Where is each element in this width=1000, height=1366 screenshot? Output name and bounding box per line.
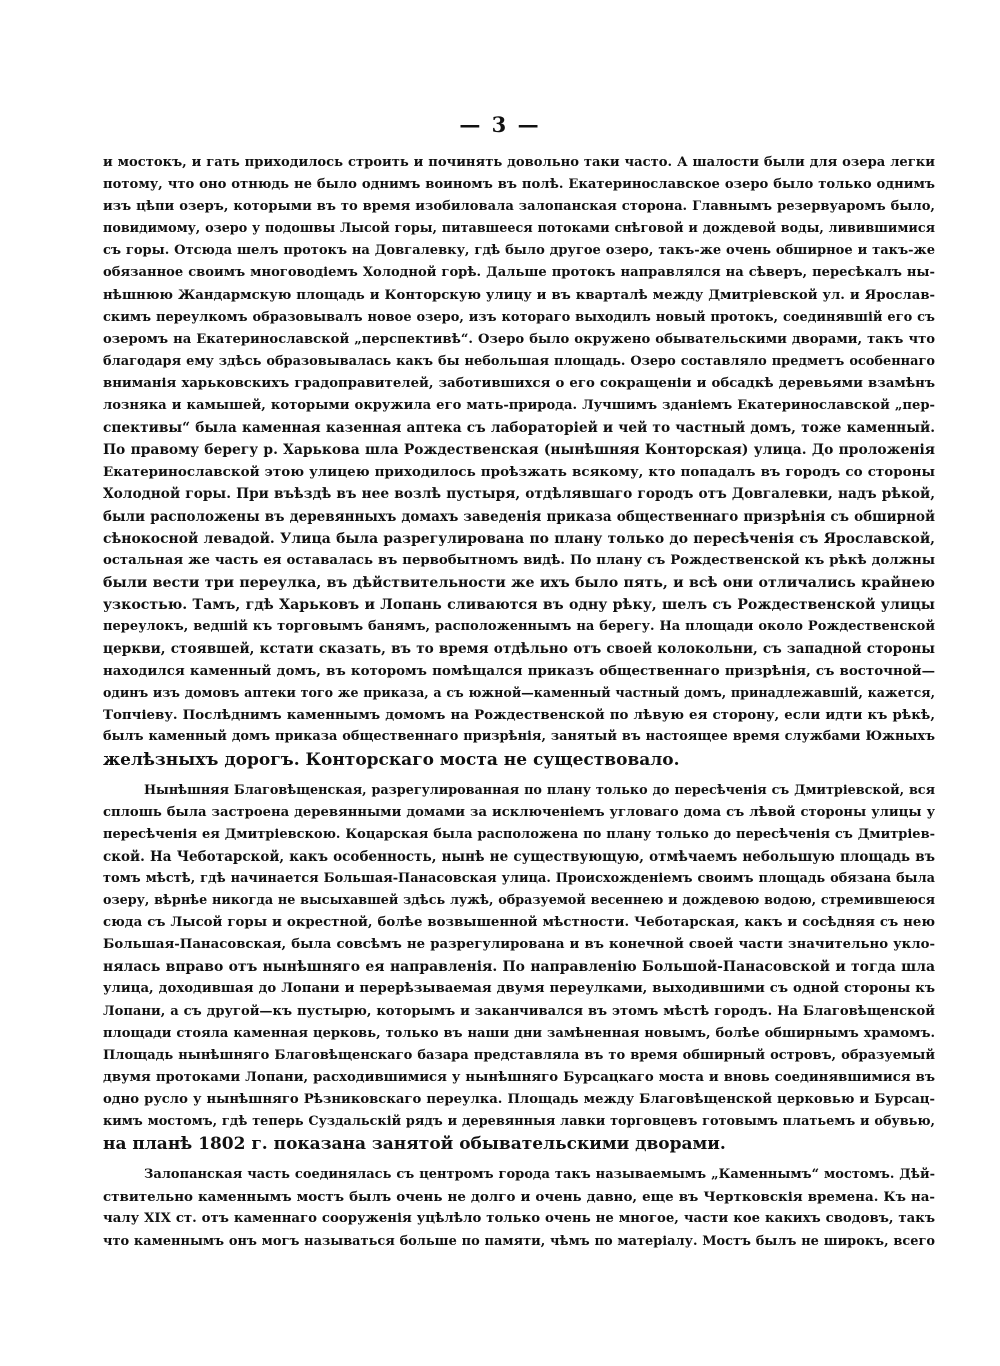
text-line: одно русло у нынѣшняго Рѣзниковскаго переулка. Площадь между Благовѣщенской церковью и Бурсац- (103, 1091, 935, 1107)
text-line: Залопанская часть соединялась съ центромъ города такъ называемымъ „Каменнымъ“ мостомъ. Дѣй- (144, 1167, 935, 1183)
text-line: Холодной горы. При въѣздѣ въ нее возлѣ пустыря, отдѣлявшаго городъ отъ Довгалевки, надъ рѣкой, (103, 486, 935, 503)
text-line: нялась вправо отъ нынѣшняго ея направленія. По направленію Большой-Панасовской и тогда шла (103, 959, 935, 976)
text-line: сплошь была застроена деревянными домами за исключеніемъ угловаго дома съ лѣвой стороны улицы у (103, 804, 935, 820)
text-line: ствительно каменнымъ мостъ былъ очень не долго и очень давно, еще въ Чертковскія времена. Къ на- (103, 1189, 935, 1206)
text-line: были вести три переулка, въ дѣйствительности же ихъ было пять, и всѣ они отличались крайнею (103, 574, 935, 591)
text-line: благодаря ему здѣсь образовывалась какъ бы небольшая площадь. Озеро составляло предметъ особеннаго (103, 353, 935, 369)
text-line: площади стояла каменная церковь, только въ наши дни замѣненная новымъ, болѣе обширнымъ храмомъ. (103, 1025, 935, 1041)
text-line: остальная же часть ея оставалась въ первобытномъ видѣ. По плану съ Рождественской къ рѣкѣ должны (103, 552, 935, 568)
text-line: сюда съ Лысой горы и окрестной, болѣе возвышенной мѣстности. Чеботарская, какъ и сосѣдняя съ нею (103, 915, 935, 931)
text-line: сѣнокосной левадой. Улица была разрегулирована по плану только до пересѣченія съ Ярославской, (103, 530, 935, 547)
text-line: обязанное своимъ многоводіемъ Холодной горѣ. Дальше протокъ направлялся на сѣверъ, пересѣкалъ ны- (103, 265, 935, 281)
text-line: озеру, вѣрнѣе никогда не высыхавшей здѣсь лужѣ, образуемой весеннею и дождевою водою, стремившеюся (103, 893, 935, 909)
text-line: находился каменный домъ, въ которомъ помѣщался приказъ общественнаго призрѣнія, съ восточной— (103, 663, 935, 680)
text-line: нѣшнюю Жандармскую площадь и Конторскую улицу и въ кварталѣ между Дмитріевской ул. и Ярослав- (103, 287, 935, 303)
text-line: озеромъ на Екатеринославской „перспективѣ“. Озеро было окружено обывательскими дворами, такъ что (103, 331, 935, 347)
text-line: изъ цѣпи озеръ, которыми въ то время изобиловала залопанская сторона. Главнымъ резервуаромъ было, (103, 199, 935, 215)
text-line: пересѣченія ея Дмитріевскою. Коцарская была расположена по плану только до пересѣченія съ Дмитріев- (103, 826, 935, 842)
text-line: спективы“ была каменная казенная аптека съ лабораторіей и чей то частный домъ, тоже каменный. (103, 420, 935, 437)
body-text (103, 152, 935, 1253)
text-line: на планѣ 1802 г. показана занятой обывательскими дворами. (103, 1134, 726, 1155)
paragraph (103, 1164, 935, 1252)
text-line: потому, что оно отнюдь не было однимъ воиномъ въ полѣ. Екатеринославское озеро было только однимъ (103, 177, 935, 193)
text-line: желѣзныхъ дорогъ. Конторскаго моста не существовало. (103, 749, 680, 770)
text-line: Екатеринославской этою улицею приходилось проѣзжать всякому, кто попадалъ въ городъ со стороны (103, 464, 935, 481)
text-line: съ горы. Отсюда шелъ протокъ на Довгалевку, гдѣ было другое озеро, такъ-же очень обширное и такъ-же (103, 243, 935, 259)
page-number: — 3 — (459, 112, 541, 137)
text-line: одинъ изъ домовъ аптеки того же приказа, а съ южной—каменный частный домъ, принадлежавшій, кажется, (103, 685, 935, 701)
text-line: чалу XIX ст. отъ каменнаго сооруженія уцѣлѣло только очень не многое, части кое какихъ сводовъ, такъ (103, 1211, 935, 1227)
text-line: улица, доходившая до Лопани и перерѣзываемая двумя переулками, выходившими съ одной стороны къ (103, 981, 935, 997)
text-line: Площадь нынѣшняго Благовѣщенскаго базара представляла въ то время обширный островъ, образуемый (103, 1047, 935, 1063)
text-line: вниманія харьковскихъ градоправителей, заботившихся о его сокращеніи и обсадкѣ деревьями взамѣнъ (103, 375, 935, 391)
text-line: переулокъ, ведшій къ торговымъ банямъ, расположеннымъ на берегу. На площади около Рождественской (103, 618, 935, 634)
text-line: и мостокъ, и гать приходилось строить и починять довольно таки часто. А шалости были для озера легки (103, 155, 935, 170)
text-line: Лопани, а съ другой—къ пустырю, которымъ и заканчивался въ этомъ мѣстѣ городъ. На Благовѣщенской (103, 1003, 935, 1019)
text-line: Топчіеву. Послѣднимъ каменнымъ домомъ на Рождественской по лѣвую ея сторону, если идти къ рѣкѣ, (103, 707, 935, 724)
paragraph (103, 152, 935, 771)
text-line: По правому берегу р. Харькова шла Рождественская (нынѣшняя Конторская) улица. До проложенія (103, 442, 935, 459)
text-line: двумя протоками Лопани, расходившимися у нынѣшняго Бурсацкаго моста и вновь соединявшимися въ (103, 1069, 935, 1085)
text-line: повидимому, озеро у подошвы Лысой горы, питавшееся потоками снѣговой и дождевой воды, ливившимися (103, 221, 935, 237)
text-line: томъ мѣстѣ, гдѣ начинается Большая-Панасовская улица. Происхожденіемъ своимъ площадь обязана была (103, 871, 935, 886)
paragraph (103, 780, 935, 1156)
text-line: былъ каменный домъ приказа общественнаго призрѣнія, занятый въ настоящее время службами Южныхъ (103, 729, 935, 745)
text-line: церкви, стоявшей, кстати сказать, въ то время отдѣльно отъ своей колокольни, съ западной стороны (103, 641, 935, 658)
text-line: были расположены въ деревянныхъ домахъ заведенія приказа общественнаго призрѣнія съ обширной (103, 508, 935, 525)
text-line: Нынѣшняя Благовѣщенская, разрегулированная по плану только до пересѣченія съ Дмитріевской, вся (144, 782, 935, 798)
text-line: скимъ переулкомъ образовывалъ новое озеро, изъ котораго выходилъ новый протокъ, соединявшій его съ (103, 309, 935, 325)
text-line: Большая-Панасовская, была совсѣмъ не разрегулирована и въ конечной своей части значительно укло- (103, 937, 935, 953)
text-line: ской. На Чеботарской, какъ особенность, нынѣ не существующую, отмѣчаемъ небольшую площадь въ (103, 848, 935, 865)
text-line: лозняка и камышей, которыми окружила его мать-природа. Лучшимъ зданіемъ Екатеринославской „пер- (103, 398, 935, 414)
text-line: кимъ мостомъ, гдѣ теперь Суздальскій рядъ и деревянныя лавки торговцевъ готовымъ платьемъ и обувью, (103, 1114, 935, 1130)
text-line: что каменнымъ онъ могъ называться больше по памяти, чѣмъ по матеріалу. Мостъ былъ не широкъ, всего (103, 1233, 935, 1249)
text-line: узкостью. Тамъ, гдѣ Харьковъ и Лопань сливаются въ одну рѣку, шелъ съ Рождественской улицы (103, 596, 935, 613)
